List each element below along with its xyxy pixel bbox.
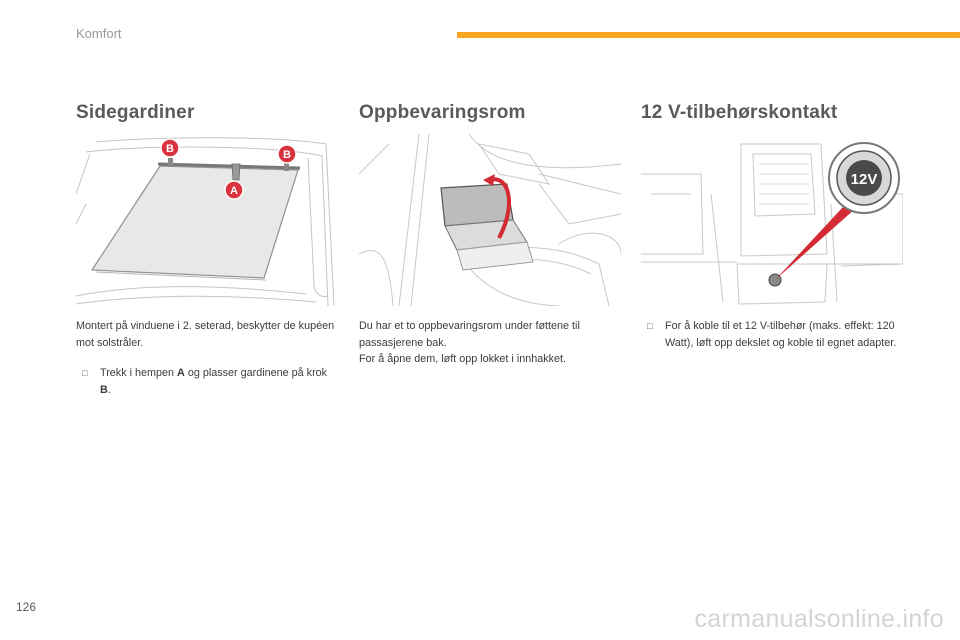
instruction-text-1: Trekk i hempen [100,367,178,379]
figure-12v-socket [641,134,903,306]
side-curtain-illustration [76,134,338,306]
socket-instruction [641,318,903,351]
section-sidegardiner [76,96,338,398]
figure-side-curtain [76,134,338,306]
storage-description-1: Du har et to oppbevaringsrom under føttene til passasjerene bak. [359,320,580,349]
section-title-sidegardiner: Sidegardiner [76,102,195,123]
svg-text:B: B [283,149,291,161]
storage-description-2: For å åpne dem, løft opp lokket i innhakket. [359,353,567,365]
header-accent-bar [457,32,960,38]
checkbox-bullet-icon: □ [82,368,88,378]
instruction-text-2: og plasser gardinene på krok [184,367,328,379]
page-number: 126 [16,600,37,614]
header-section-label: Komfort [76,26,122,41]
sidegardiner-instruction [76,365,338,398]
section-oppbevaringsrom [359,96,621,368]
label-a [225,181,243,199]
label-b-right [278,145,296,163]
figure-storage [359,134,621,306]
section-12v-socket [641,96,903,351]
instruction-key-a: A [177,367,185,379]
section-title-oppbevaringsrom: Oppbevaringsrom [359,102,526,123]
label-b-left [161,139,179,157]
svg-text:12V: 12V [850,171,878,188]
checkbox-bullet-icon: □ [647,321,653,331]
12v-socket-icon [829,143,899,213]
socket-illustration [641,134,903,306]
watermark: carmanualsonline.info [694,605,944,633]
sidegardiner-intro: Montert på vinduene i 2. seterad, beskytter de kupéen mot solstråler. [76,320,335,349]
socket-instruction-text: For å koble til et 12 V-tilbehør (maks. effekt: 120 Watt), løft opp dekslet og koble til egnet adapter. [665,320,897,349]
storage-illustration [359,134,621,306]
instruction-text-3: . [107,383,111,396]
svg-text:B: B [166,143,174,155]
instruction-key-b: B [100,383,108,396]
section-title-12v: 12 V-tilbehørskontakt [641,102,838,123]
svg-text:A: A [230,185,238,197]
